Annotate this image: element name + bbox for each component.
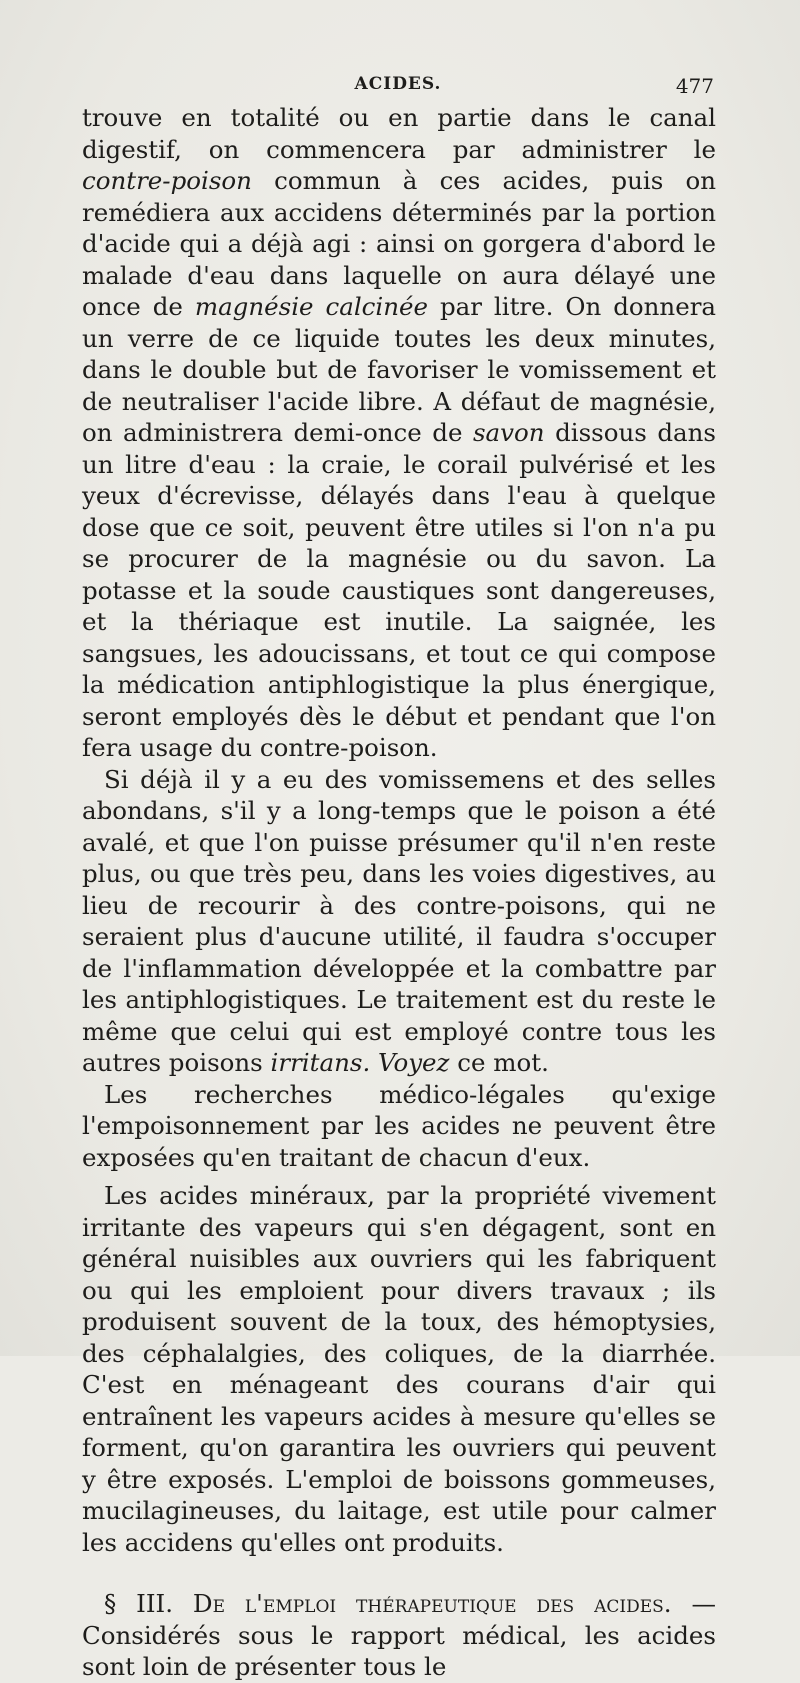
term-magnesie-calcinee: magnésie calcinée [194, 292, 429, 321]
section-paragraph [82, 1588, 716, 1683]
body-text [82, 102, 716, 1683]
paragraph-1-text-d: dissous dans un litre d'eau : la craie, le corail pulvérisé et les yeux d'écrevisse, délayés dans l'eau à quelque dose que ce soit, peuvent être utiles si l'on n'a pu se procurer de la magnésie ou du savon. La potasse et la soude caustiques sont dangereuses, et la thériaque est inutile. La saignée, les sangsues, les adoucissans, et tout ce qui compose la médication antiphlogistique la plus énergique, seront employés dès le début et pendant que l'on fera usage du contre-poison. [82, 418, 716, 762]
paragraph-1-text-b: commun à ces acides, puis on remédiera aux accidens déterminés par la portion d'acide qui a déjà agi : ainsi on gorgera d'abord le malade d'eau dans laquelle on aura délayé une once de [82, 166, 716, 321]
section-dash: — [671, 1589, 716, 1618]
term-savon: savon [472, 418, 545, 447]
paragraph-1-text-c: par litre. On donnera un verre de ce liquide toutes les deux minutes, dans le double but de favoriser le vomissement et de neutraliser l'acide libre. A défaut de magnésie, on administrera demi-once de [82, 292, 717, 447]
page-number: 477 [675, 74, 714, 98]
running-title: ACIDES. [354, 74, 442, 94]
paragraph-2 [82, 764, 716, 1079]
paragraph-3: Les recherches médico-légales qu'exige l'empoisonnement par les acides ne peuvent être exposées qu'en traitant de chacun d'eux. [82, 1079, 716, 1172]
paragraph-2-text-a: Si déjà il y a eu des vomissemens et des selles abondans, s'il y a long-temps que le poison a été avalé, et que l'on puisse présumer qu'il n'en reste plus, ou que très peu, dans les voies digestives, au lieu de recourir à des contre-poisons, qui ne seraient plus d'aucune utilité, il faudra s'occuper de l'inflammation développée et la combattre par les antiphlogistiques. Le traitement est du reste le même que celui qui est employé contre tous les autres poisons [82, 764, 716, 1077]
paragraph-4: Les acides minéraux, par la propriété vivement irritante des vapeurs qui s'en dégagent, sont en général nuisibles aux ouvriers qui les fabriquent ou qui les emploient pour divers travaux ; ils produisent souvent de la toux, des hémoptysies, des céphalalgies, des coliques, de la diarrhée. C'est en ménageant des courans d'air qui entraînent les vapeurs acides à mesure qu'elles se forment, qu'on garantira les ouvriers qui peuvent y être exposés. L'emploi de boissons gommeuses, mucilagineuses, du laitage, est utile pour calmer les accidens qu'elles ont produits. [82, 1181, 716, 1557]
term-contre-poison: contre-poison [82, 166, 252, 195]
paragraph-1 [82, 102, 716, 764]
term-irritans-voyez: irritans. Voyez [270, 1048, 450, 1077]
page-header [82, 74, 714, 102]
paragraph-2-text-b: ce mot. [449, 1048, 549, 1077]
section-text: Considérés sous le rapport médical, les acides sont loin de présenter tous le [82, 1620, 716, 1681]
section-heading: De l'emploi thérapeutique des acides. [192, 1589, 672, 1618]
paragraph-1-text-a: trouve en totalité ou en partie dans le canal digestif, on commencera par administrer le [82, 103, 716, 164]
section-number: § III. [104, 1589, 173, 1618]
